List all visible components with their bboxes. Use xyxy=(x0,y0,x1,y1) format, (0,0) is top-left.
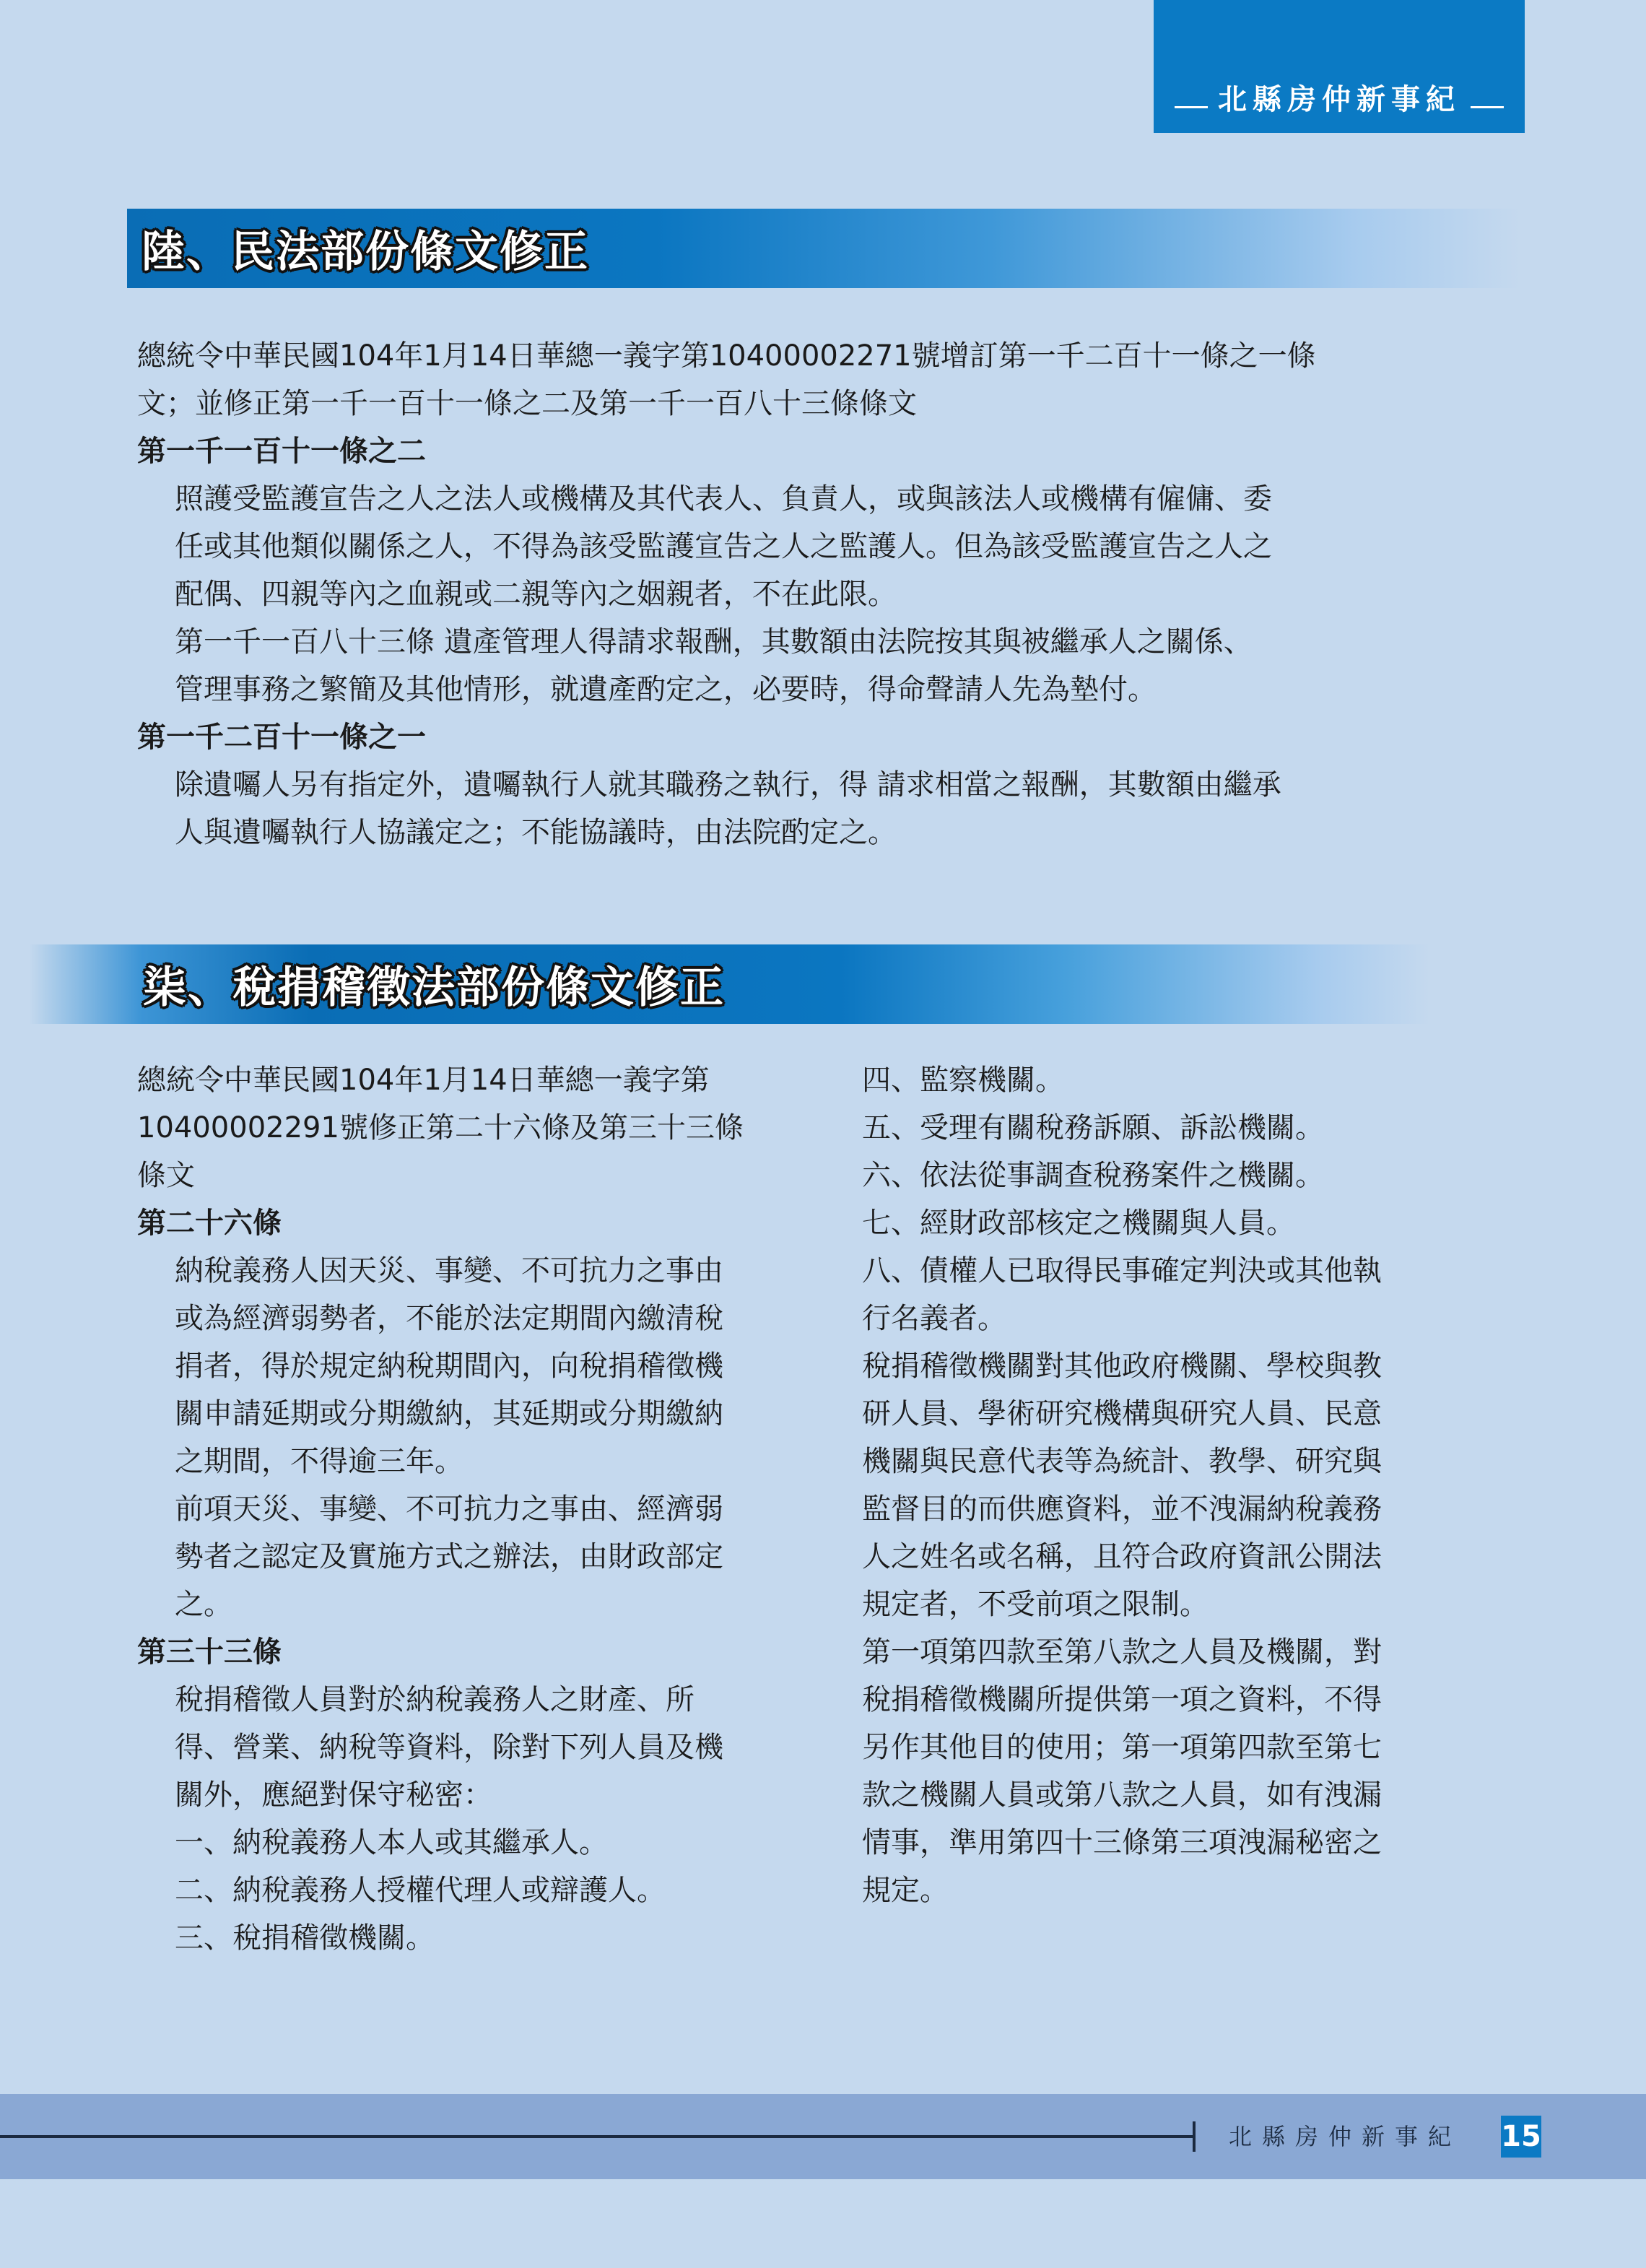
article-line: 前項天災、事變、不可抗力之事由、經濟弱 xyxy=(175,1493,723,1526)
section-6-banner xyxy=(127,209,1520,288)
article-line: 監督目的而供應資料，並不洩漏納稅義務 xyxy=(862,1493,1382,1526)
article-line: 三、稅捐稽徵機關。 xyxy=(175,1921,435,1955)
brand-dash-right xyxy=(1471,106,1504,108)
article-line: 情事，準用第四十三條第三項洩漏秘密之 xyxy=(862,1826,1382,1859)
article-line: 規定。 xyxy=(862,1874,949,1907)
header-brand: 北縣房仲新事紀 xyxy=(1218,83,1460,116)
article-line: 勢者之認定及實施方式之辦法，由財政部定 xyxy=(175,1540,723,1573)
article-line: 第一千一百八十三條 遺產管理人得請求報酬，其數額由法院按其與被繼承人之關係、 xyxy=(175,625,1253,659)
article-heading: 第一千一百十一條之二 xyxy=(137,435,426,468)
section-7-banner xyxy=(29,944,1429,1024)
section-7-title: 柒、稅捐稽徵法部份條文修正 xyxy=(143,963,725,1013)
brand-dash-left xyxy=(1175,106,1208,108)
paragraph: 10400002291號修正第二十六條及第三十三條 xyxy=(137,1111,744,1144)
header-brand-tab xyxy=(1154,0,1525,133)
article-line: 六、依法從事調查稅務案件之機關。 xyxy=(862,1159,1324,1192)
article-line: 二、納稅義務人授權代理人或辯護人。 xyxy=(175,1874,666,1907)
article-line: 之期間，不得逾三年。 xyxy=(175,1445,463,1478)
article-line: 款之機關人員或第八款之人員，如有洩漏 xyxy=(862,1778,1382,1812)
article-line: 除遺囑人另有指定外，遺囑執行人就其職務之執行，得 請求相當之報酬，其數額由繼承 xyxy=(175,768,1281,801)
article-line: 管理事務之繁簡及其他情形，就遺產酌定之，必要時，得命聲請人先為墊付。 xyxy=(175,673,1157,706)
article-line: 人之姓名或名稱，且符合政府資訊公開法 xyxy=(862,1540,1382,1573)
article-line: 稅捐稽徵機關對其他政府機關、學校與教 xyxy=(862,1350,1382,1383)
article-line: 四、監察機關。 xyxy=(862,1064,1064,1097)
section-6-title: 陸、民法部份條文修正 xyxy=(141,227,589,277)
article-line: 人與遺囑執行人協議定之；不能協議時，由法院酌定之。 xyxy=(175,816,897,849)
article-line: 機關與民意代表等為統計、教學、研究與 xyxy=(862,1445,1382,1478)
paragraph: 總統令中華民國104年1月14日華總一義字第 xyxy=(137,1064,710,1097)
paragraph: 文；並修正第一千一百十一條之二及第一千一百八十三條條文 xyxy=(137,387,917,420)
article-line: 配偶、四親等內之血親或二親等內之姻親者，不在此限。 xyxy=(175,578,897,611)
footer-brand: 北縣房仲新事紀 xyxy=(1229,2123,1462,2150)
article-heading: 第二十六條 xyxy=(137,1207,282,1240)
section-7-left-column xyxy=(137,1056,801,1962)
article-line: 一、納稅義務人本人或其繼承人。 xyxy=(175,1826,608,1859)
footer xyxy=(0,2094,1646,2179)
section-6-body xyxy=(137,332,1437,856)
article-line: 稅捐稽徵人員對於納稅義務人之財產、所 xyxy=(175,1683,694,1716)
article-line: 納稅義務人因天災、事變、不可抗力之事由 xyxy=(175,1254,723,1287)
article-line: 另作其他目的使用；第一項第四款至第七 xyxy=(862,1731,1382,1764)
article-line: 得、營業、納稅等資料，除對下列人員及機 xyxy=(175,1731,723,1764)
page-number: 15 xyxy=(1501,2116,1541,2158)
article-line: 或為經濟弱勢者，不能於法定期間內繳清稅 xyxy=(175,1302,723,1335)
footer-rule xyxy=(0,2135,1194,2138)
article-line: 之。 xyxy=(175,1588,232,1621)
footer-rule-tick xyxy=(1193,2121,1196,2152)
article-line: 稅捐稽徵機關所提供第一項之資料，不得 xyxy=(862,1683,1382,1716)
article-line: 七、經財政部核定之機關與人員。 xyxy=(862,1207,1295,1240)
article-line: 關申請延期或分期繳納，其延期或分期繳納 xyxy=(175,1397,723,1430)
paragraph: 總統令中華民國104年1月14日華總一義字第10400002271號增訂第一千二百十一條之一條 xyxy=(137,339,1316,373)
article-line: 行名義者。 xyxy=(862,1302,1006,1335)
paragraph: 條文 xyxy=(137,1159,195,1192)
article-line: 關外，應絕對保守秘密： xyxy=(175,1778,492,1812)
article-line: 第一項第四款至第八款之人員及機關，對 xyxy=(862,1635,1382,1669)
article-line: 捐者，得於規定納稅期間內，向稅捐稽徵機 xyxy=(175,1350,723,1383)
article-line: 五、受理有關稅務訴願、訴訟機關。 xyxy=(862,1111,1324,1144)
article-line: 照護受監護宣告之人之法人或機構及其代表人、負責人，或與該法人或機構有僱傭、委 xyxy=(175,482,1272,516)
article-line: 八、債權人已取得民事確定判決或其他執 xyxy=(862,1254,1382,1287)
article-heading: 第一千二百十一條之一 xyxy=(137,721,426,754)
article-line: 規定者，不受前項之限制。 xyxy=(862,1588,1209,1621)
section-7-right-column xyxy=(862,1056,1447,1914)
article-line: 任或其他類似關係之人，不得為該受監護宣告之人之監護人。但為該受監護宣告之人之 xyxy=(175,530,1272,563)
article-line: 研人員、學術研究機構與研究人員、民意 xyxy=(862,1397,1382,1430)
article-heading: 第三十三條 xyxy=(137,1635,282,1669)
